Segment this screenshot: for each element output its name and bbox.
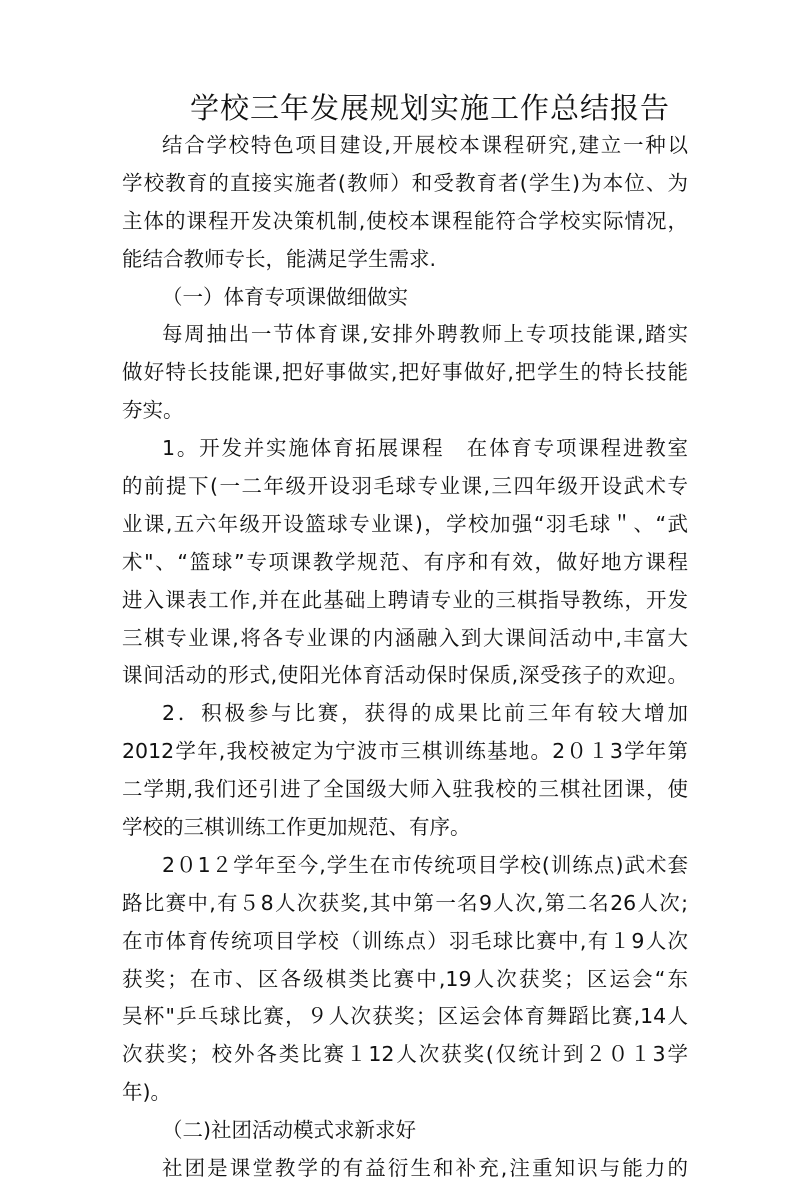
text-line: 路比赛中,有５8人次获奖,其中第一名9人次,第二名26人次; <box>122 890 688 915</box>
document-title: 学校三年发展规划实施工作总结报告 <box>189 91 670 125</box>
text-line: 在市体育传统项目学校（训练点）羽毛球比赛中,有１9人次 <box>122 928 688 953</box>
text-line: 每周抽出一节体育课,安排外聘教师上专项技能课,踏实 <box>162 322 688 347</box>
text-line: 社团是课堂教学的有益衍生和补充,注重知识与能力的 <box>162 1156 688 1181</box>
text-line: 夯实。 <box>122 398 184 423</box>
text-line: 学校的三棋训练工作更加规范、有序。 <box>122 815 471 840</box>
text-line: 次获奖；校外各类比赛１12人次获奖(仅统计到２０１3学 <box>122 1042 688 1067</box>
text-line: 1。开发并实施体育拓展课程 在体育专项课程进教室 <box>162 436 688 461</box>
text-line: 术"、“篮球”专项课教学规范、有序和有效，做好地方课程 <box>122 549 688 574</box>
text-line: 的前提下(一二年级开设羽毛球专业课,三四年级开设武术专 <box>122 474 688 499</box>
text-line: 能结合教师专长，能满足学生需求. <box>122 246 437 271</box>
text-line: 年)。 <box>122 1080 171 1105</box>
text-line: 2012学年,我校被定为宁波市三棋训练基地。2０１3学年第 <box>122 739 688 764</box>
text-line: 结合学校特色项目建设,开展校本课程研究,建立一种以 <box>162 133 688 157</box>
text-line: 主体的课程开发决策机制,使校本课程能符合学校实际情况， <box>122 208 688 233</box>
text-line: 课间活动的形式,使阳光体育活动保时保质,深受孩子的欢迎。 <box>122 663 688 688</box>
text-line: （二)社团活动模式求新求好 <box>162 1118 416 1143</box>
text-line: 2．积极参与比赛，获得的成果比前三年有较大增加 <box>162 701 688 726</box>
text-line: 学校教育的直接实施者(教师）和受教育者(学生)为本位、为 <box>122 170 688 195</box>
document-body <box>122 127 688 1188</box>
text-line: 2０1２学年至今,学生在市传统项目学校(训练点)武术套 <box>162 852 688 877</box>
text-line: 获奖；在市、区各级棋类比赛中,19人次获奖；区运会“东 <box>122 966 688 991</box>
text-line: 二学期,我们还引进了全国级大师入驻我校的三棋社团课，使 <box>122 777 688 802</box>
text-line: 业课,五六年级开设篮球专业课)，学校加强“羽毛球＂、“武 <box>122 511 688 536</box>
text-line: 进入课表工作,并在此基础上聘请专业的三棋指导教练，开发 <box>122 587 688 612</box>
text-line: 吴杯"乒乓球比赛，９人次获奖；区运会体育舞蹈比赛,14人 <box>122 1004 688 1029</box>
text-line: 三棋专业课,将各专业课的内涵融入到大课间活动中,丰富大 <box>122 625 688 650</box>
text-line: 做好特长技能课,把好事做实,把好事做好,把学生的特长技能 <box>122 360 688 385</box>
text-line: （一）体育专项课做细做实 <box>162 284 408 309</box>
